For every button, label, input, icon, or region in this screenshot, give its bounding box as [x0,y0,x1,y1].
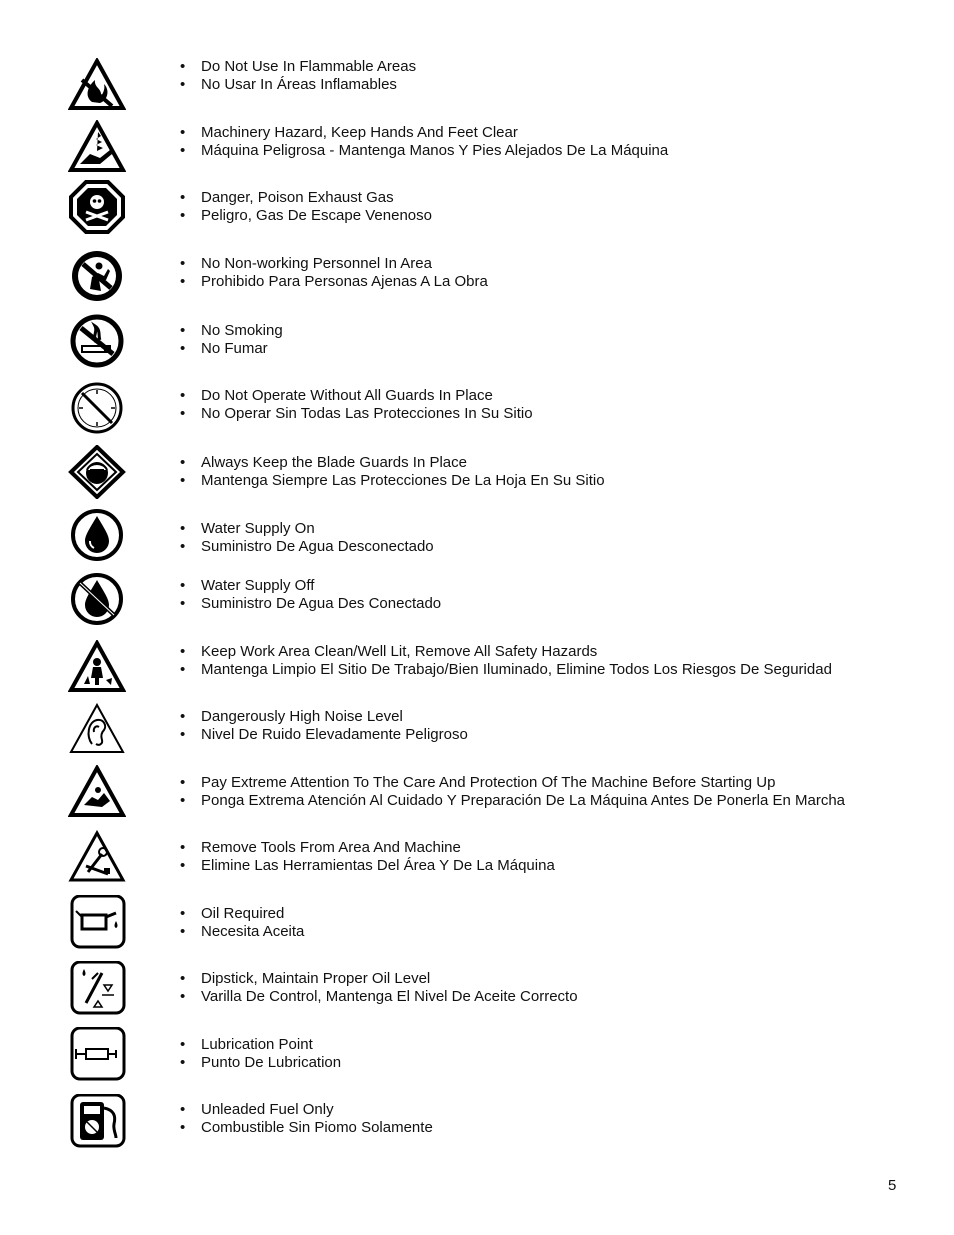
bullet: • [180,577,186,594]
spanish-text [180,1119,433,1137]
line-text: Pay Extreme Attention To The Care And Protection Of The Machine Before Starting Up [201,774,776,791]
line-text: Dipstick, Maintain Proper Oil Level [201,970,431,987]
english-text [180,454,605,472]
line-text: Suministro De Agua Desconectado [201,537,434,555]
line-text: Ponga Extrema Atención Al Cuidado Y Preparación De La Máquina Antes De Ponerla En Marcha [201,791,846,809]
bullet: • [180,643,186,660]
bullet: • [180,1118,186,1136]
line-text: Prohibido Para Personas Ajenas A La Obra [201,272,488,290]
bullet: • [180,922,186,940]
spanish-text [180,792,845,810]
english-text [180,905,304,923]
bullet: • [180,1036,186,1053]
bullet: • [180,471,186,489]
no-smoking-icon [68,314,126,368]
spanish-text [180,405,533,423]
water-on-icon [68,508,126,562]
line-text: Danger, Poison Exhaust Gas [201,189,394,206]
bullet: • [180,124,186,141]
spanish-text [180,340,283,358]
spanish-text [180,142,668,160]
bullet: • [180,272,186,290]
bullet: • [180,75,186,93]
blade-guard-icon [68,445,126,499]
bullet: • [180,339,186,357]
no-flame-icon [68,58,126,112]
clean-work-area-icon [68,640,126,694]
bullet: • [180,970,186,987]
spanish-text [180,988,578,1006]
bullet: • [180,537,186,555]
english-text [180,577,441,595]
english-text [180,839,555,857]
english-text [180,520,434,538]
bullet: • [180,189,186,206]
line-text: No Fumar [201,339,268,357]
english-text [180,708,468,726]
line-text: Mantenga Limpio El Sitio De Trabajo/Bien Iluminado, Elimine Todos Los Riesgos De Seguridad [201,660,832,678]
oil-can-icon [68,895,126,949]
bullet: • [180,856,186,874]
line-text: Lubrication Point [201,1036,313,1053]
grease-gun-icon [68,1027,126,1081]
bullet: • [180,708,186,725]
english-text [180,1036,341,1054]
line-text: Peligro, Gas De Escape Venenoso [201,206,432,224]
bullet: • [180,905,186,922]
line-text: Water Supply Off [201,577,315,594]
bullet: • [180,1053,186,1071]
guards-in-place-icon [68,381,126,435]
line-text: Punto De Lubrication [201,1053,342,1071]
english-text [180,124,668,142]
line-text: Mantenga Siempre Las Protecciones De La Hoja En Su Sitio [201,471,605,489]
spanish-text [180,923,304,941]
line-text: Always Keep the Blade Guards In Place [201,454,467,471]
line-text: Oil Required [201,905,285,922]
bullet: • [180,206,186,224]
high-noise-icon [68,702,126,756]
machine-care-icon [68,765,126,819]
poison-gas-icon [68,180,126,234]
line-text: No Operar Sin Todas Las Protecciones In Su Sitio [201,404,533,422]
line-text: No Smoking [201,322,283,339]
english-text [180,58,416,76]
machinery-hazard-icon [68,120,126,174]
line-text: Varilla De Control, Mantenga El Nivel De Aceite Correcto [201,987,578,1005]
english-text [180,970,578,988]
bullet: • [180,58,186,75]
bullet: • [180,791,186,809]
spanish-text [180,726,468,744]
bullet: • [180,454,186,471]
spanish-text [180,857,555,875]
line-text: Dangerously High Noise Level [201,708,403,725]
line-text: Suministro De Agua Des Conectado [201,594,442,612]
line-text: Elimine Las Herramientas Del Área Y De La Máquina [201,856,555,874]
line-text: Keep Work Area Clean/Well Lit, Remove All Safety Hazards [201,643,598,660]
bullet: • [180,594,186,612]
spanish-text [180,76,416,94]
line-text: No Non-working Personnel In Area [201,255,432,272]
bullet: • [180,404,186,422]
bullet: • [180,255,186,272]
spanish-text [180,207,432,225]
line-text: Máquina Peligrosa - Mantenga Manos Y Pies Alejados De La Máquina [201,141,669,159]
bullet: • [180,141,186,159]
bullet: • [180,725,186,743]
page-number: 5 [888,1177,897,1194]
english-text [180,643,832,661]
bullet: • [180,520,186,537]
english-text [180,1101,433,1119]
english-text [180,774,845,792]
bullet: • [180,987,186,1005]
line-text: Necesita Aceita [201,922,305,940]
line-text: Water Supply On [201,520,315,537]
line-text: No Usar In Áreas Inflamables [201,75,397,93]
spanish-text [180,661,832,679]
line-text: Remove Tools From Area And Machine [201,839,461,856]
dipstick-icon [68,961,126,1015]
line-text: Combustible Sin Piomo Solamente [201,1118,433,1136]
line-text: Do Not Operate Without All Guards In Place [201,387,493,404]
line-text: Unleaded Fuel Only [201,1101,334,1118]
english-text [180,387,533,405]
line-text: Do Not Use In Flammable Areas [201,58,417,75]
line-text: Machinery Hazard, Keep Hands And Feet Clear [201,124,518,141]
unleaded-fuel-icon [68,1094,126,1148]
spanish-text [180,538,434,556]
no-personnel-icon [68,249,126,303]
english-text [180,255,488,273]
spanish-text [180,472,605,490]
water-off-icon [68,572,126,626]
english-text [180,189,432,207]
spanish-text [180,273,488,291]
bullet: • [180,387,186,404]
spanish-text [180,595,441,613]
bullet: • [180,660,186,678]
bullet: • [180,322,186,339]
remove-tools-icon [68,830,126,884]
english-text [180,322,283,340]
line-text: Nivel De Ruido Elevadamente Peligroso [201,725,468,743]
bullet: • [180,839,186,856]
bullet: • [180,774,186,791]
spanish-text [180,1054,341,1072]
bullet: • [180,1101,186,1118]
